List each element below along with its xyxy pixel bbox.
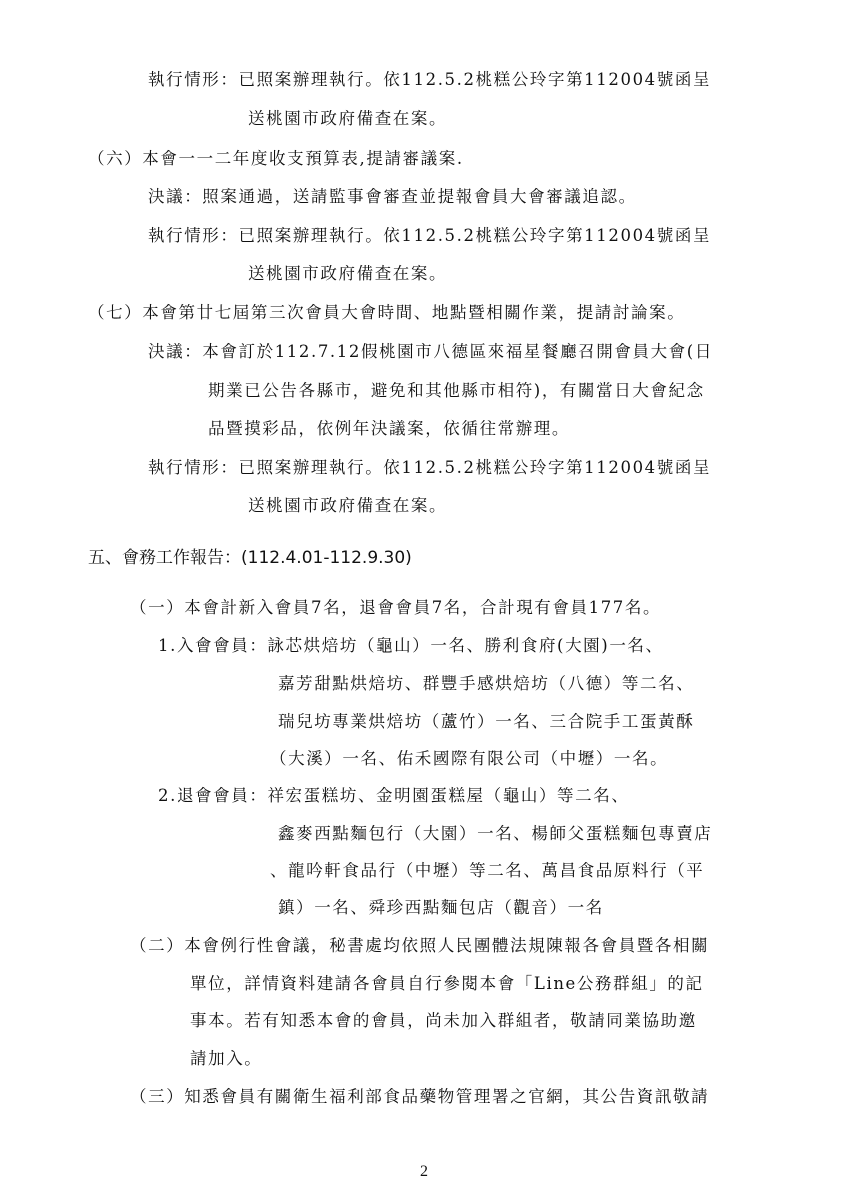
text-line-21: 、龍吟軒食品行（中壢）等二名、萬昌食品原料行（平 — [270, 861, 705, 880]
text-line-20: 鑫麥西點麵包行（大園）一名、楊師父蛋糕麵包專賣店 — [278, 824, 713, 843]
text-line-12: 送桃園市政府備查在案。 — [248, 496, 448, 515]
text-line-7: （七）本會第廿七屆第三次會員大會時間、地點暨相關作業，提請討論案。 — [88, 303, 686, 322]
text-line-26: 請加入。 — [190, 1049, 263, 1068]
text-line-22: 鎮）一名、舜珍西點麵包店（觀音）一名 — [278, 898, 604, 917]
text-line-16: 嘉芳甜點烘焙坊、群豐手感烘焙坊（八德）等二名、 — [278, 674, 695, 693]
text-line-9: 期業已公告各縣市，避免和其他縣市相符)，有關當日大會紀念 — [208, 381, 705, 400]
text-line-24: 單位，詳情資料建請各會員自行參閱本會「Line公務群組」的記 — [190, 974, 704, 993]
text-line-4: 決議：照案通過，送請監事會審查並提報會員大會審議追認。 — [148, 187, 637, 206]
text-line-14: （一）本會計新入會員7名，退會會員7名，合計現有會員177名。 — [130, 598, 662, 617]
text-line-11: 執行情形：已照案辦理執行。依112.5.2桃糕公玲字第112004號函呈 — [148, 458, 712, 477]
text-line-25: 事本。若有知悉本會的會員，尚未加入群組者，敬請同業協助邀 — [190, 1011, 697, 1030]
text-line-8: 決議：本會訂於112.7.12假桃園市八德區來福星餐廳召開會員大會(日 — [148, 342, 713, 361]
text-line-18: （大溪）一名、佑禾國際有限公司（中壢）一名。 — [270, 749, 669, 768]
text-line-5: 執行情形：已照案辦理執行。依112.5.2桃糕公玲字第112004號函呈 — [148, 226, 712, 245]
page-number: 2 — [420, 1163, 428, 1180]
text-line-3: （六）本會一一二年度收支預算表,提請審議案. — [88, 149, 464, 168]
text-line-23: （二）本會例行性會議，秘書處均依照人民團體法規陳報各會員暨各相關 — [130, 936, 710, 955]
text-line-10: 品暨摸彩品，依例年決議案，依循往常辦理。 — [208, 419, 570, 438]
text-line-17: 瑞兒坊專業烘焙坊（蘆竹）一名、三合院手工蛋黃酥 — [278, 712, 695, 731]
section-heading: 五、會務工作報告：(112.4.01-112.9.30) — [88, 548, 412, 568]
text-line-27: （三）知悉會員有關衛生福利部食品藥物管理署之官網，其公告資訊敬請 — [130, 1087, 710, 1106]
text-line-19: 2.退會會員：祥宏蛋糕坊、金明園蛋糕屋（龜山）等二名、 — [158, 786, 630, 805]
text-line-15: 1.入會會員：詠芯烘焙坊（龜山）一名、勝利食府(大園)一名、 — [158, 636, 664, 655]
text-line-2: 送桃園市政府備查在案。 — [248, 109, 448, 128]
text-line-6: 送桃園市政府備查在案。 — [248, 264, 448, 283]
text-line-1: 執行情形：已照案辦理執行。依112.5.2桃糕公玲字第112004號函呈 — [148, 70, 712, 89]
